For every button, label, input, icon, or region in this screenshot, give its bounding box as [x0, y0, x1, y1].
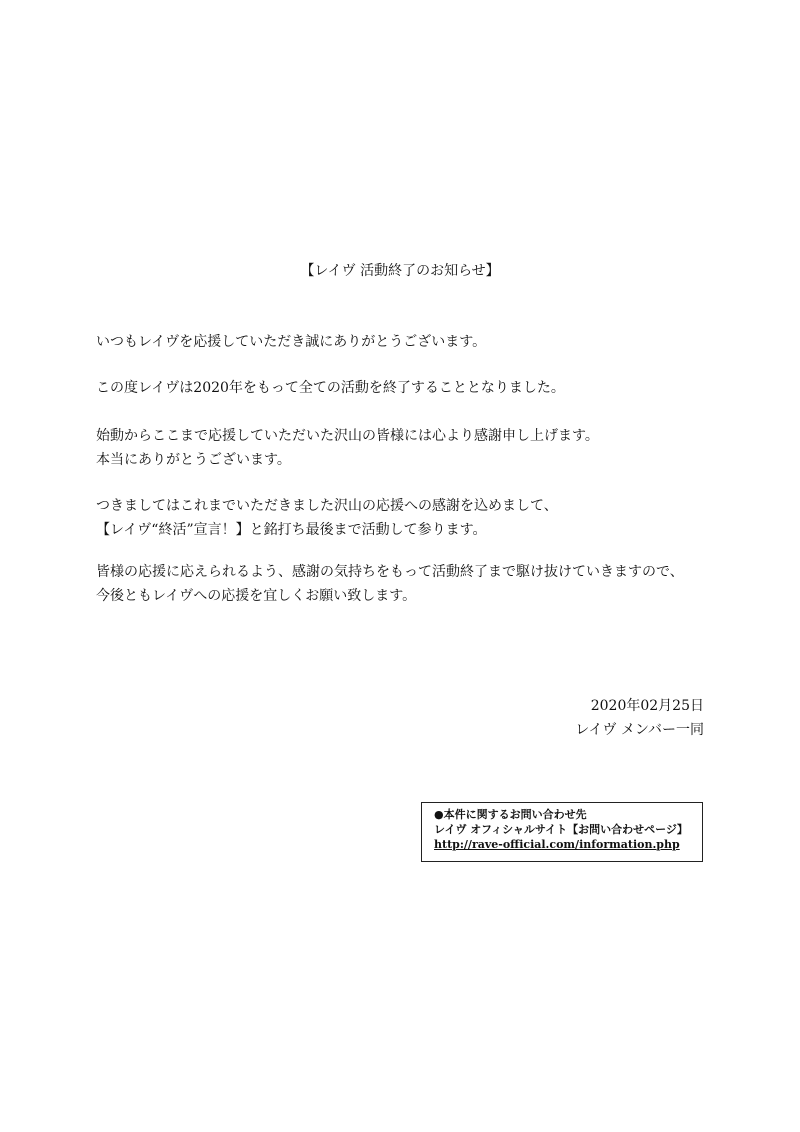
paragraph-line: いつもレイヴを応援していただき誠にありがとうございます。 [96, 334, 487, 350]
signature-block [575, 694, 704, 742]
paragraph-line: 皆様の応援に応えられるよう、感謝の気持ちをもって活動終了まで駆け抜けていきますので、 [96, 564, 684, 580]
paragraph-declaration [96, 494, 736, 542]
paragraph-line: 始動からここまで応援していただいた沢山の皆様には心より感謝申し上げます。 [96, 428, 599, 444]
paragraph-closing [96, 560, 736, 608]
signature-name: レイヴ メンバー一同 [575, 722, 704, 738]
contact-heading: ●本件に関するお問い合わせ先 [434, 808, 587, 821]
notice-date: 2020年02月25日 [590, 698, 704, 714]
paragraph-line: この度レイヴは2020年をもって全ての活動を終了することとなりました。 [96, 380, 565, 396]
paragraph-thanks [96, 424, 736, 472]
contact-url-link[interactable]: http://rave-official.com/information.php [434, 838, 680, 851]
contact-box [421, 802, 703, 862]
paragraph-line: 【レイヴ“終活”宣言！】と銘打ち最後まで活動して参ります。 [96, 522, 487, 538]
paragraph-line: 今後ともレイヴへの応援を宜しくお願い致します。 [96, 588, 417, 604]
paragraph-announcement [96, 376, 736, 400]
paragraph-line: 本当にありがとうございます。 [96, 452, 291, 468]
paragraph-greeting [96, 330, 736, 354]
paragraph-line: つきましてはこれまでいただきました沢山の応援への感謝を込めまして、 [96, 498, 558, 514]
notice-title: 【レイヴ 活動終了のお知らせ】 [300, 263, 500, 279]
contact-site-label: レイヴ オフィシャルサイト【お問い合わせページ】 [434, 823, 688, 836]
